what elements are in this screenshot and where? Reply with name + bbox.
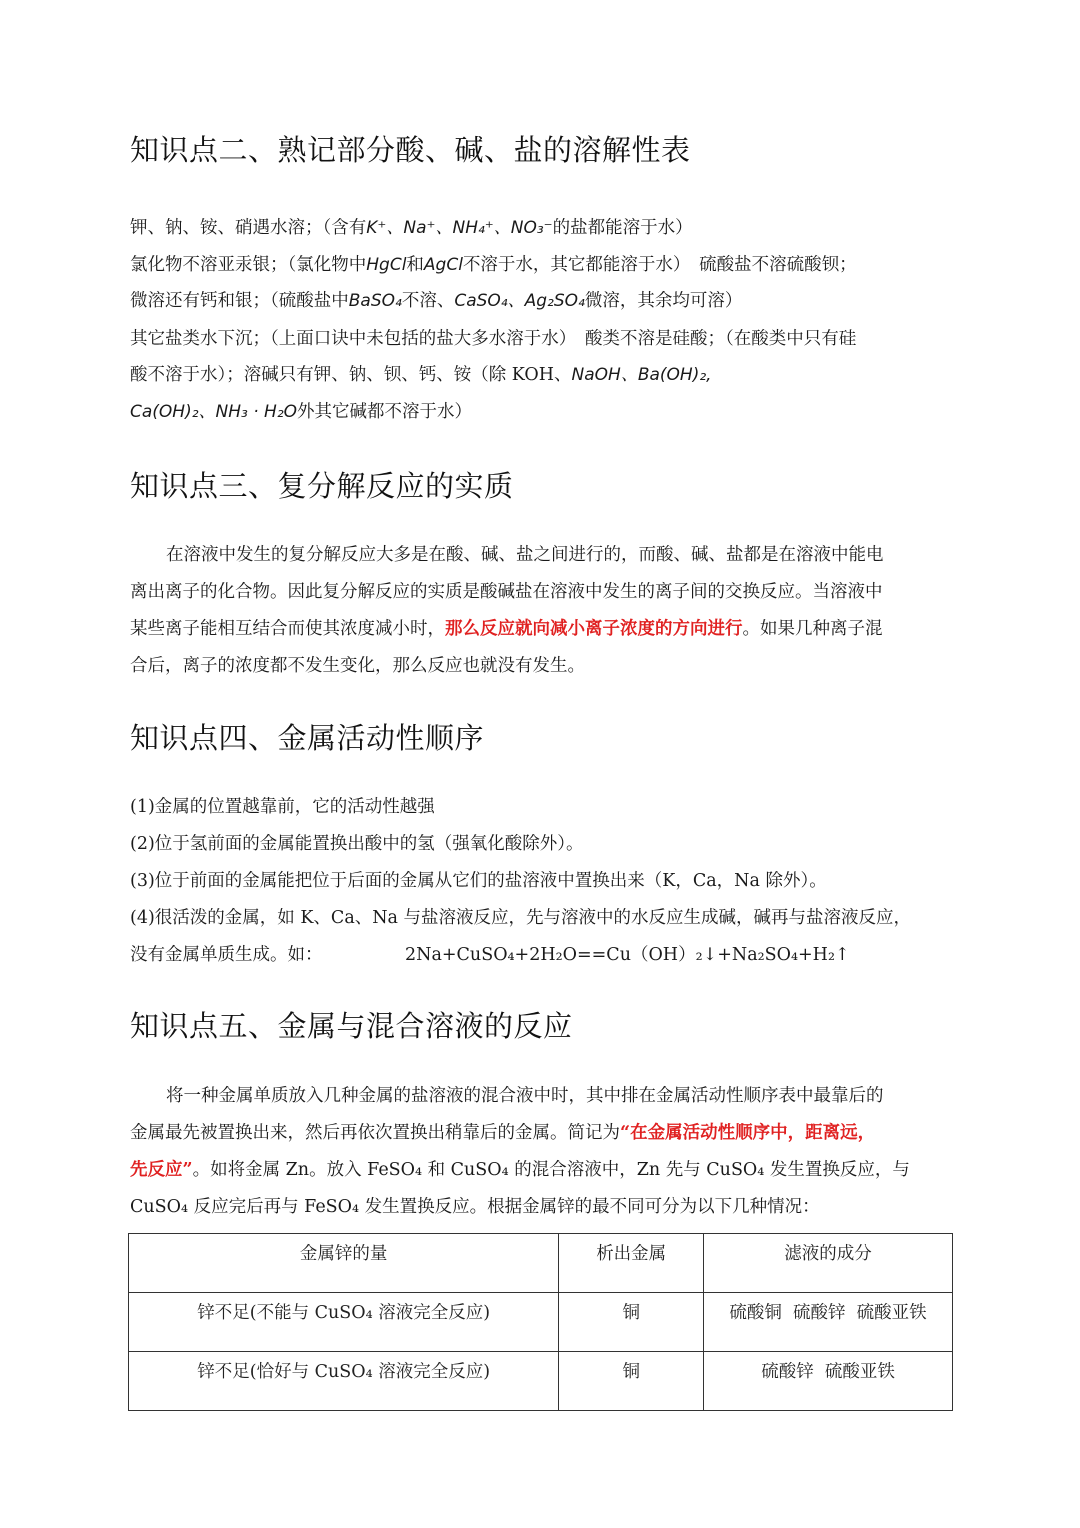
s2-line-2-hgcl: HgCl <box>366 255 407 275</box>
s2-line-1-text-b: 的盐都能溶于水） <box>552 218 693 238</box>
table-cell: 锌不足(不能与 CuSO₄ 溶液完全反应) <box>129 1293 559 1352</box>
s2-line-4: 其它盐类水下沉；（上面口诀中未包括的盐大多水溶于水） 酸类不溶是硅酸；（在酸类中只有硅 <box>130 329 857 349</box>
table-header-filtrate: 滤液的成分 <box>704 1234 953 1293</box>
s4-item-5-text: 没有金属单质生成。如： <box>130 945 323 965</box>
s4-item-3: (3)位于前面的金属能把位于后面的金属从它们的盐溶液中置换出来（K，Ca，Na 除外）。 <box>130 871 827 891</box>
s2-line-1 <box>130 216 693 240</box>
table-header-metal: 析出金属 <box>559 1234 704 1293</box>
table-cell: 铜 <box>559 1293 704 1352</box>
s2-line-6 <box>130 400 472 424</box>
s3-para-line-1: 在溶液中发生的复分解反应大多是在酸、碱、盐之间进行的，而酸、碱、盐都是在溶液中能电 <box>166 545 884 565</box>
s3-para-line-3-text-b: 。如果几种离子混 <box>742 619 883 639</box>
s4-item-4: (4)很活泼的金属，如 K、Ca、Na 与盐溶液反应，先与溶液中的水反应生成碱，碱再与盐溶液反应， <box>130 908 912 928</box>
s3-para-line-3-text-a: 某些离子能相互结合而使其浓度减小时， <box>130 619 445 639</box>
s2-line-3-text-c: 微溶，其余均可溶） <box>584 291 743 311</box>
table-cell: 铜 <box>559 1352 704 1411</box>
table-row <box>129 1352 953 1411</box>
s4-item-5 <box>130 943 323 967</box>
s2-line-1-text-a: 钾、钠、铵、硝遇水溶；（含有 <box>130 218 367 238</box>
s2-line-3-text-a: 微溶还有钙和银；（硫酸盐中 <box>130 291 349 311</box>
s2-line-3-caso4: CaSO₄、Ag₂SO₄ <box>454 291 585 311</box>
s2-line-6-text-b: 外其它碱都不溶于水） <box>297 402 473 422</box>
s2-line-3-text-b: 不溶、 <box>401 291 455 311</box>
section-3-title: 知识点三、复分解反应的实质 <box>130 469 514 503</box>
s5-highlight-b: 先反应” <box>130 1160 193 1180</box>
s5-para-line-2-text: 金属最先被置换出来，然后再依次置换出稍靠后的金属。简记为 <box>130 1123 620 1143</box>
s5-para-line-1: 将一种金属单质放入几种金属的盐溶液的混合液中时，其中排在金属活动性顺序表中最靠后的 <box>166 1086 884 1106</box>
s3-highlight: 那么反应就向减小离子浓度的方向进行 <box>445 619 743 639</box>
table-cell: 硫酸铜 硫酸锌 硫酸亚铁 <box>704 1293 953 1352</box>
s2-line-2-text-b: 不溶于水，其它都能溶于水） 硫酸盐不溶硫酸钡； <box>462 255 857 275</box>
s2-line-2 <box>130 253 857 277</box>
table-row <box>129 1293 953 1352</box>
section-4-title: 知识点四、金属活动性顺序 <box>130 721 485 755</box>
table-cell: 硫酸锌 硫酸亚铁 <box>704 1352 953 1411</box>
s5-para-line-2 <box>130 1121 875 1145</box>
zinc-reaction-table <box>128 1233 953 1411</box>
s3-para-line-4: 合后，离子的浓度都不发生变化，那么反应也就没有发生。 <box>130 656 585 676</box>
s5-para-line-4: CuSO₄ 反应完后再与 FeSO₄ 发生置换反应。根据金属锌的最不同可分为以下几种情况： <box>130 1197 820 1217</box>
table-header-zinc-amount: 金属锌的量 <box>129 1234 559 1293</box>
s3-para-line-2: 离出离子的化合物。因此复分解反应的实质是酸碱盐在溶液中发生的离子间的交换反应。当溶液中 <box>130 582 883 602</box>
s2-line-1-ions: K⁺、Na⁺、NH₄⁺、NO₃⁻ <box>366 218 553 238</box>
s2-line-3-baso4: BaSO₄ <box>348 291 402 311</box>
s4-item-2: (2)位于氢前面的金属能置换出酸中的氢（强氧化酸除外）。 <box>130 834 584 854</box>
s2-line-2-text-a: 氯化物不溶亚汞银；（氯化物中 <box>130 255 367 275</box>
section-2-title: 知识点二、熟记部分酸、碱、盐的溶解性表 <box>130 133 691 167</box>
s2-line-5-bases: NaOH、Ba(OH)₂, <box>571 365 712 385</box>
section-5-title: 知识点五、金属与混合溶液的反应 <box>130 1009 573 1043</box>
s2-line-5-text-a: 酸不溶于水）；溶碱只有钾、钠、钡、钙、铵（除 KOH、 <box>130 365 572 385</box>
s2-line-3 <box>130 289 742 313</box>
s5-highlight-a: “在金属活动性顺序中，距离远， <box>620 1123 876 1143</box>
s5-para-line-3-text: 。如将金属 Zn。放入 FeSO₄ 和 CuSO₄ 的混合溶液中，Zn 先与 CuSO₄ 发生置换反应，与 <box>192 1160 910 1180</box>
s2-line-2-and: 和 <box>406 255 424 275</box>
table-header-row <box>129 1234 953 1293</box>
table-cell: 锌不足(恰好与 CuSO₄ 溶液完全反应) <box>129 1352 559 1411</box>
s5-para-line-3 <box>130 1158 910 1182</box>
s2-line-6-bases: Ca(OH)₂、NH₃ · H₂O <box>130 402 298 422</box>
s2-line-5 <box>130 363 712 387</box>
s2-line-2-agcl: AgCl <box>423 255 463 275</box>
s3-para-line-3 <box>130 617 883 641</box>
s4-equation: 2Na+CuSO₄+2H₂O==Cu（OH）₂↓+Na₂SO₄+H₂↑ <box>405 945 850 965</box>
s4-item-1: (1)金属的位置越靠前，它的活动性越强 <box>130 797 435 817</box>
